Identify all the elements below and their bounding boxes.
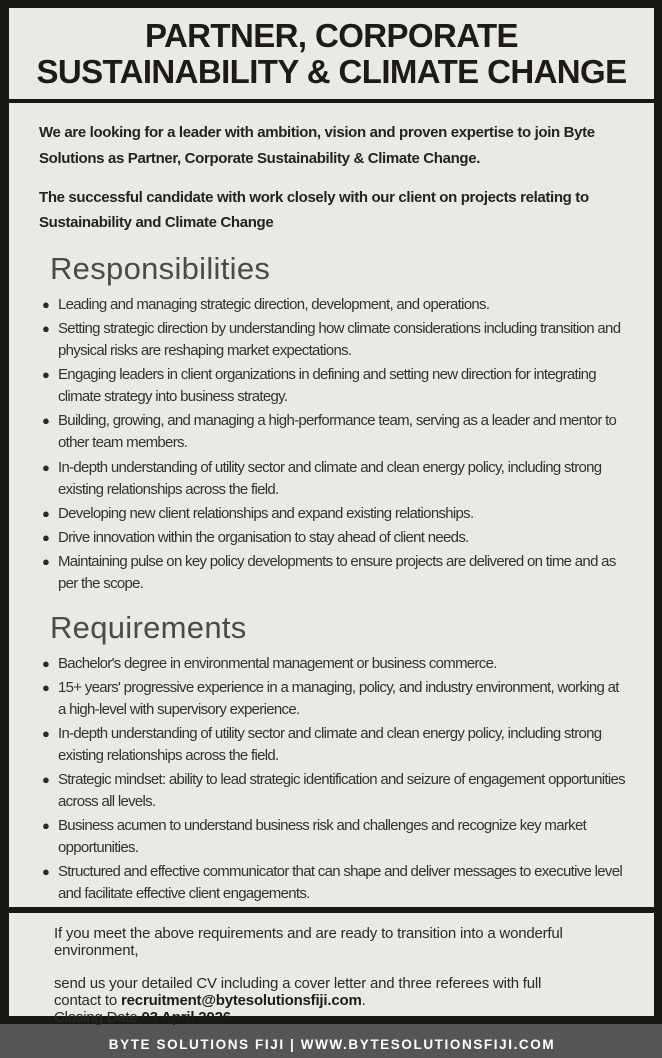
requirements-list bbox=[37, 653, 628, 906]
list-item bbox=[37, 364, 628, 408]
bullet-icon: ● bbox=[42, 818, 50, 834]
bullet-icon: ● bbox=[42, 864, 50, 880]
footer-apply-suffix: . bbox=[361, 991, 366, 1009]
list-item bbox=[37, 769, 628, 813]
responsibilities-list bbox=[37, 294, 628, 595]
list-item-text: In-depth understanding of utility sector and climate and clean energy policy, including strong existing relationships across the field. bbox=[58, 458, 602, 498]
list-item bbox=[37, 677, 628, 721]
list-item bbox=[37, 653, 628, 675]
poster-body bbox=[9, 103, 654, 907]
page-title-line1: PARTNER, CORPORATE bbox=[144, 17, 518, 55]
bullet-icon: ● bbox=[42, 772, 50, 788]
bullet-icon: ● bbox=[42, 529, 50, 545]
footer-intro-text: If you meet the above requirements and are ready to transition into a wonderful environment, bbox=[54, 925, 563, 960]
list-item bbox=[37, 551, 628, 595]
requirements-heading: Requirements bbox=[50, 609, 247, 645]
bullet-icon: ● bbox=[42, 553, 50, 569]
closing-date-label: Closing Date bbox=[54, 1008, 142, 1026]
list-item-text: Structured and effective communicator that can shape and deliver messages to executive level and facilitate effective client engagements. bbox=[58, 863, 623, 903]
poster-header bbox=[9, 8, 654, 103]
responsibilities-heading: Responsibilities bbox=[50, 251, 271, 287]
footer-apply-text bbox=[54, 976, 579, 1010]
bullet-icon: ● bbox=[42, 413, 50, 429]
closing-date-line bbox=[54, 1010, 579, 1027]
list-item bbox=[37, 318, 628, 362]
bullet-icon: ● bbox=[42, 725, 50, 741]
list-item-text: Building, growing, and managing a high-performance team, serving as a leader and mentor to other team members. bbox=[58, 412, 617, 452]
list-item bbox=[37, 457, 628, 501]
list-item-text: Developing new client relationships and expand existing relationships. bbox=[58, 504, 474, 522]
list-item bbox=[37, 503, 628, 525]
bullet-icon: ● bbox=[42, 505, 50, 521]
list-item bbox=[37, 861, 628, 905]
company-website-bar: BYTE SOLUTIONS FIJI | WWW.BYTESOLUTIONSFIJI.COM bbox=[108, 1037, 556, 1053]
recruitment-email: recruitment@bytesolutionsfiji.com bbox=[121, 991, 362, 1009]
closing-date-value: 03 April 2026. bbox=[141, 1008, 235, 1026]
bullet-icon: ● bbox=[42, 367, 50, 383]
list-item-text: Engaging leaders in client organizations in defining and setting new direction for integrating climate strategy into business strategy. bbox=[58, 366, 596, 406]
bullet-icon: ● bbox=[42, 459, 50, 475]
list-item-text: Maintaining pulse on key policy developments to ensure projects are delivered on time and as per the scope. bbox=[58, 552, 616, 592]
list-item-text: In-depth understanding of utility sector and climate and clean energy policy, including strong existing relationships across the field. bbox=[58, 724, 602, 764]
list-item-text: Leading and managing strategic direction, development, and operations. bbox=[58, 296, 490, 314]
list-item-text: Drive innovation within the organisation to stay ahead of client needs. bbox=[58, 528, 469, 546]
responsibilities-section bbox=[37, 251, 628, 595]
list-item-text: 15+ years' progressive experience in a managing, policy, and industry environment, working at a high-level with supervisory experience. bbox=[58, 678, 619, 718]
requirements-section bbox=[37, 610, 628, 906]
bullet-icon: ● bbox=[42, 679, 50, 695]
list-item bbox=[37, 723, 628, 767]
bullet-icon: ● bbox=[42, 655, 50, 671]
list-item-text: Bachelor's degree in environmental management or business commerce. bbox=[58, 654, 497, 672]
list-item-text: Business acumen to understand business risk and challenges and recognize key market opportunities. bbox=[58, 817, 587, 857]
intro-paragraph-1: We are looking for a leader with ambition, vision and proven expertise to join Byte Solutions as Partner, Corporate Sustainability & Climate Change. bbox=[39, 124, 595, 167]
page-title-line2: SUSTAINABILITY & CLIMATE CHANGE bbox=[36, 52, 627, 90]
poster-footer bbox=[9, 907, 654, 1058]
list-item-text: Setting strategic direction by understanding how climate considerations including transition and physical risks are reshaping market expectations. bbox=[58, 320, 621, 360]
list-item bbox=[37, 294, 628, 316]
list-item-text: Strategic mindset: ability to lead strategic identification and seizure of engagement opportunities across all levels. bbox=[58, 771, 625, 811]
list-item bbox=[37, 410, 628, 454]
list-item bbox=[37, 815, 628, 859]
footer-apply-prefix: send us your detailed CV including a cover letter and three referees with full contact to bbox=[54, 974, 542, 1009]
bullet-icon: ● bbox=[42, 297, 50, 313]
page-title bbox=[36, 18, 626, 89]
intro-paragraph-2: The successful candidate with work closely with our client on projects relating to Sustainability and Climate Change bbox=[39, 188, 589, 232]
bullet-icon: ● bbox=[42, 321, 50, 337]
list-item bbox=[37, 527, 628, 549]
